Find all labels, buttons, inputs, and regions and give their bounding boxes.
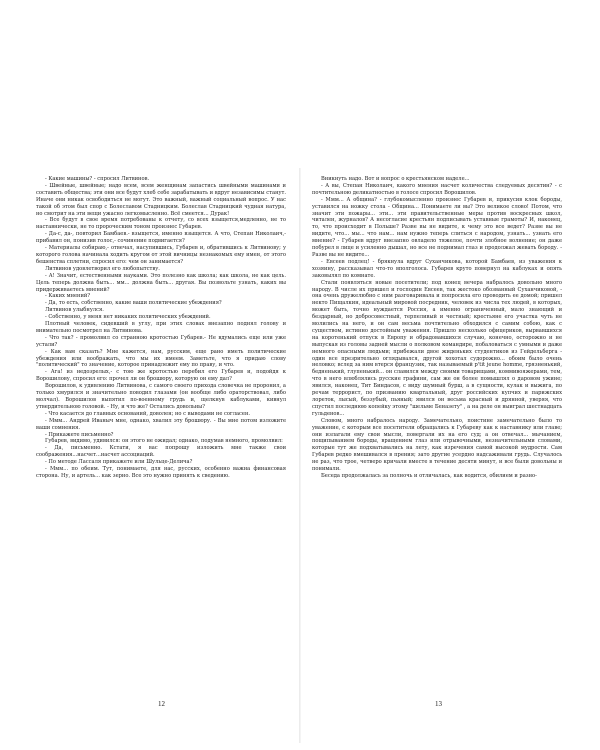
paragraph: - Каких мнений? (45, 293, 91, 300)
paragraph: - Да-с, да-, повторил Бамбаев.- взыщется, именно взыщется. А что, Степан Николаич,- прибавил он, понизив голос,- сочинение подвигается? (36, 231, 286, 245)
paragraph: Литвинов улыбнулся. (45, 307, 104, 314)
paragraph: Беседа продолжалась за полночь и отличалась, как водится, обилием и разно- (321, 472, 537, 479)
paragraph: Словом, много набралось народу. Замечательно, поистине замечательно было то уважение, с которым все посетители обращались к Губареву как к наставнику или главе; они излагали ему свои мысли, повергали их на его суд; а он отвечал... мычанием, пощипыванием бороды, вращением глаз или отрывочными, незначительными словами, которые тут же подхватывались на лету, как изречения самой высокой мудрости. Сам Губарев редко вмешивался в прения; зато другие усердно надсаживали грудь. Случалось не раз, что трое, четверо кричали вместе в течение десяти минут, и все были довольны и понимали. (312, 417, 562, 473)
page-number-right: 13 (435, 700, 442, 708)
paragraph: Вникнуть надо. Вот и вопрос о крестьянском наделе... (321, 176, 470, 182)
paragraph: - А! Значит, естественными науками. Это полезно как школа; как школа, не как цель. Цель теперь должна быть... мм... должна быть... другая. Вы позвольте узнать, каких вы придерживаетесь мнений? (36, 272, 286, 293)
paragraph: - Прикажете письменно? (45, 431, 114, 438)
paragraph: Стали появляться новые посетители; под конец вечера набралось довольно много народу. В числе их пришел и господин Евсеев, так жестоко обозванный Суханчиковой, - она очень дружелюбно с ним разговаривала и попросила его проводить ее домой; пришел некто Пищалкин, идеальный мировой посредник, человек из числа тех людей, в которых, может быть, точно нуждается Россия, а именно ограниченный, мало знающий и бездарный, но добросовестный, терпеливый и честный; крестьяне его участка чуть не молились на него, и он сам весьма почтительно обходился с самим собою, как с существом, истинно достойным уважения. Пришло несколько офицериков, вырвавшихся на коротенький отпуск в Европу и обрадовавшихся случаю, конечно, осторожно и не выпуская из головы задней мысли о полковом командире, побаловаться с умными и даже немного опасными людьми; прибежали двое жиденьких студентиков из Гейдельберга - один все презрительно оглядывался, другой хохотал судорожно... обоим было очень неловко; вслед за ним втерся французик, так называемый p'tit jeune homme, грязненький, бедненький, глупенький... он славился между своими товарищами, коммивояжерами, тем, что в него влюблялись русские графини, сам же он более помышлял о даровом ужине; явился, наконец, Тит Биндасов, с виду шумный бурш, а в сущности, кулак и выжига, по речам террорист, по призванию квартальный, друг российских купчих и парижских лореток, лысый, беззубый, пьяный; явился он весьма красный и дрянной, уверяя, что спустил последнюю копейку этому "шельме Беназету" , а на деле он выиграл шестнадцать гульденов... (312, 279, 562, 417)
paragraph: - Ммм... А община? - глубокомысленно произнес Губарев и, прикусив клок бороды, уставился на ножку стола - Община... Понимаете ли вы? Это великое слово! Потом, что значит эти пожары... эти... эти правительственные меры против воскресных школ, читален, журналов? А несогласие крестьян подписывать уставные грамоты? И, наконец, то, что происходит в Польше? Разве вы не видите, к чему это все ведет? Разве вы не видите, что... мы... что нам... нам нужно теперь слиться с народом, узнать... узнать его мнение? - Губарев вдруг внезапно овладело тяжелое, почти злобное волнение; он даже побурел в лице и усиленно дышал, но все не поднимал глаз и продолжал жевать бороду. - Разве вы не видите... (312, 196, 562, 258)
paragraph: - Швейные, швейные; надо всем, всем женщинам запастись швейными машинами и составить общества; эти они все будут хлеб себе зарабатывать и вдруг независимы станут. Иначе они никак освободиться не могут. Это важный, важный социальный вопрос. У нас такой об этом был спор с Болеславом Стадницким. Болеслав Стадницкий чудная натура, но смотрит на эти вещи ужасно легкомысленно. Всё смеется... Дурак! (36, 182, 286, 217)
book-spine (299, 168, 301, 743)
paragraph: - Что так? - промолвил со странною кротостью Губарев.- Не вдумались еще или уже устали? (36, 334, 286, 348)
paragraph: - По методе Лассаля прикажете или Шульце-Делича? (45, 459, 193, 466)
paragraph: - Да, письменно. Кстати, я вас попрошу изложить мне также свои соображения...насчет...насчет ассоциаций. (36, 445, 286, 459)
paragraph: - Материалы собираю,- отвечал, насупившись, Губарев и, обратившись к Литвинову; у которого голова начинала ходить кругом от этой вичницы незнакомых ему имен, от этого бешенства сплетни, спросил его: чем он занимается? (36, 245, 286, 265)
right-page (312, 176, 562, 736)
paragraph: - Все будут в свое время потребованы к отчету, со всех взыщется,медленно, не то наставнически, не то пророческим тоном произнес Губарев. (36, 217, 286, 231)
paragraph: - Ммм... Андрей Иваныч мне, однако, хвалил эту брошюру. - Вы мне потом изложите ваши сомнения. (36, 417, 286, 431)
paragraph: - Евсеев подлец! - брякнула вдруг Суханчикова, которой Бамбаев, из уважения к хозяину, рассказывал что-то вполголоса. Губарев круто повернул на каблуках и опять заковылял по комнате. (312, 258, 562, 279)
paragraph: Плотный человек, сидевший в углу, при этих словах внезапно поднял голову и внимательно посмотрел на Литвинова. (36, 321, 286, 334)
paragraph: Ворошилов, к удивлению Литвинова, с самого своего прихода словечка не проронил, а только хмурился и значительно поводил глазами (он вообще либо ораторствовал, либо молчал). Ворошилов выпятил по-военному грудь и, щелкнув каблуками, кивнул утвердительною головой. - Ну, и что же? Остались довольны? (36, 383, 286, 410)
page-number-left: 12 (158, 700, 165, 708)
paragraph: - Ммм... по обеим. Тут, понимаете, для нас, русских, особенно важна финансовая сторона. Ну, и артель... как зерно. Все это нужно принять к сведению. (36, 466, 286, 479)
paragraph: Литвинов удовлетворил его любопытству. (45, 265, 160, 272)
paragraph: Губарев, видимо, удивился: он этого не ожидал; однако, подумав немного, промолвил: (45, 438, 283, 445)
paragraph: - Ага! из недозрелых,- с тою же кротостью перебил его Губарев и, подойдя к Ворошилову, спросил его: прочел ли он брошюру, которую он ему дал? (36, 369, 286, 383)
paragraph: - Какие машины? - спросил Литвинов. (45, 176, 150, 182)
left-page (36, 176, 286, 736)
paragraph: - А вы, Степан Николаич, какого мнения насчет количества следуемых десятин? - с почтительною деликатностью в голосе спросил Ворошилов. (312, 182, 562, 196)
paragraph: - Да, то есть, собственно, какие ваши политические убеждения? (45, 300, 222, 307)
paragraph: - Собственно, у меня нет никаких политических убеждений. (45, 314, 211, 321)
paragraph: - Что касается до главных оснований, доволен; но с выводами не согласен. (45, 410, 251, 417)
paragraph: - Как вам сказать? Мне кажется, нам, русским, еще рано иметь политические убеждения или воображать, что мы их имеем. Заметьте, что я придаю слову "политический" то значение, которое принадлежит ему по праву, и что. (36, 348, 286, 369)
